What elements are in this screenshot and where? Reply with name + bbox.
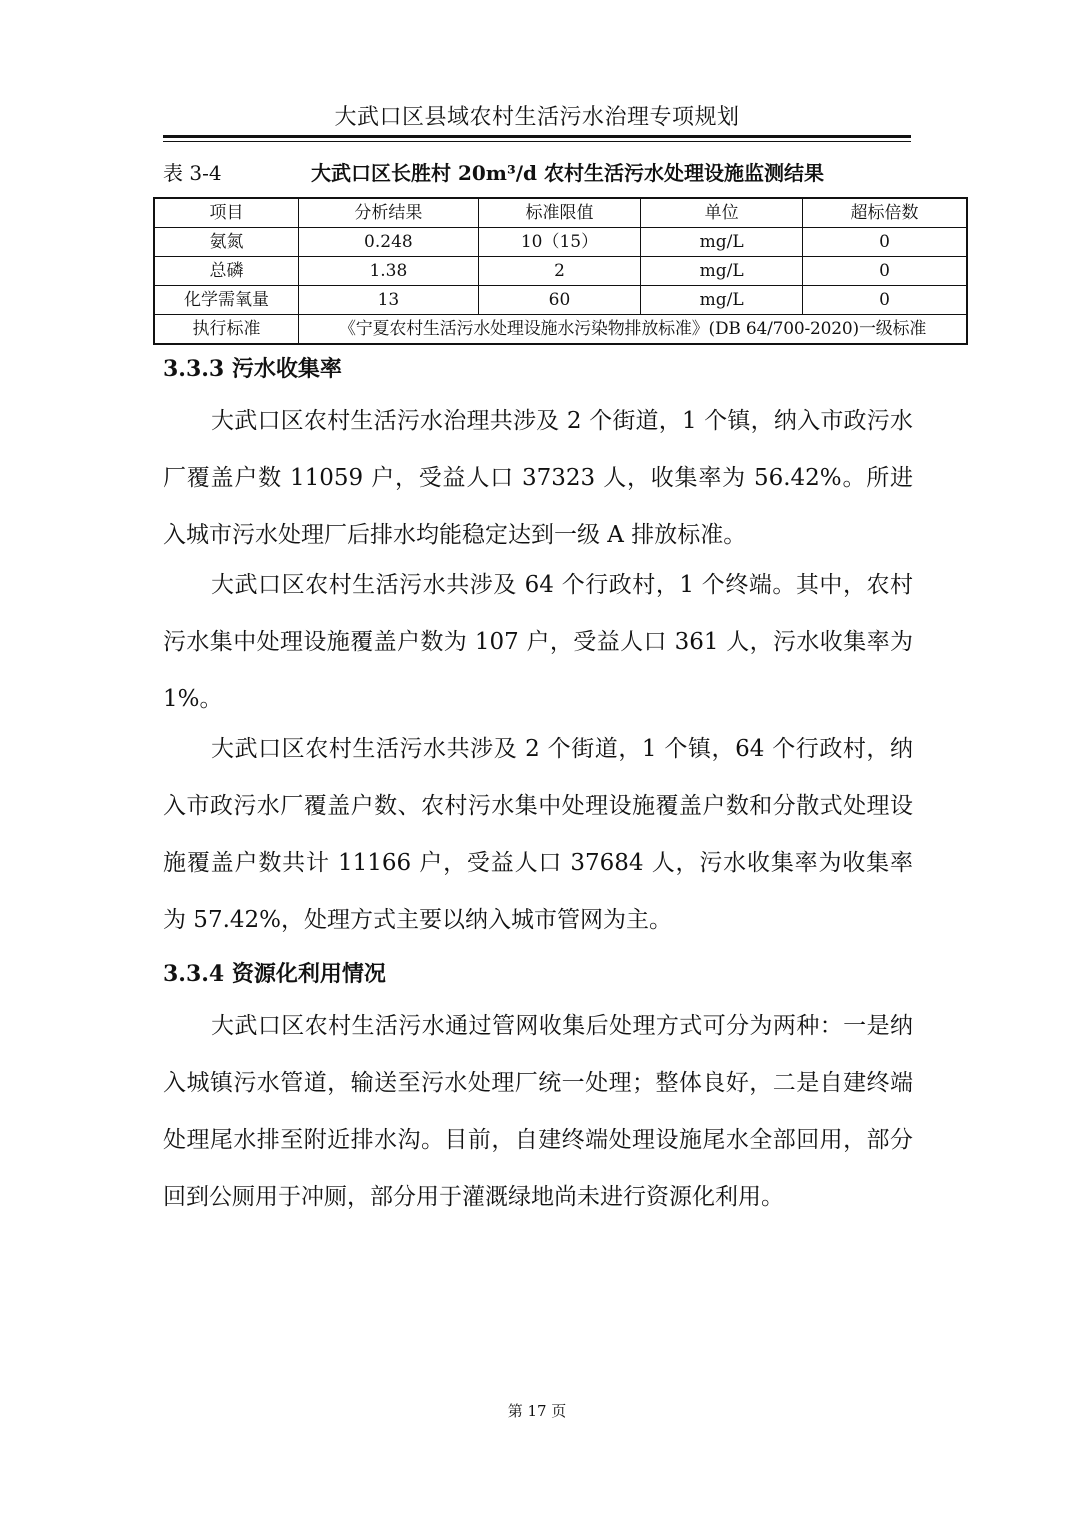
table-cell: 1.38 [299, 257, 479, 286]
table-cell: 氨氮 [154, 228, 299, 257]
table-cell: 0.248 [299, 228, 479, 257]
table-row [154, 228, 967, 257]
table-cell: 60 [478, 286, 641, 315]
standard-value-cell: 《宁夏农村生活污水处理设施水污染物排放标准》(DB 64/700-2020)一级标准 [299, 315, 967, 345]
table-cell: 13 [299, 286, 479, 315]
table-standard-row [154, 315, 967, 345]
table-header-cell: 项目 [154, 198, 299, 228]
table-cell: 0 [802, 228, 967, 257]
table-cell: mg/L [641, 286, 803, 315]
table-row [154, 257, 967, 286]
table-header-cell: 标准限值 [478, 198, 641, 228]
table-header-cell: 超标倍数 [802, 198, 967, 228]
table-caption [163, 155, 911, 185]
table-cell: 总磷 [154, 257, 299, 286]
paragraph: 大武口区农村生活污水治理共涉及 2 个街道，1 个镇，纳入市政污水厂覆盖户数 11059 户，受益人口 37323 人，收集率为 56.42%。所进入城市污水处理厂后排水均能稳定达到一级 A 排放标准。 [163, 408, 913, 548]
table-cell: 0 [802, 257, 967, 286]
header-rule-thin [163, 141, 911, 142]
table-caption-number: 表 3-4 [163, 161, 222, 185]
page-number: 第 17 页 [507, 1402, 567, 1420]
section-heading-3-3-3: 3.3.3 污水收集率 [163, 356, 342, 382]
paragraph: 大武口区农村生活污水共涉及 2 个街道，1 个镇，64 个行政村，纳入市政污水厂覆盖户数、农村污水集中处理设施覆盖户数和分散式处理设施覆盖户数共计 11166 户，受益人口 37684 人，污水收集率为收集率为 57.42%，处理方式主要以纳入城市管网为主。 [163, 736, 913, 933]
page-header-title: 大武口区县域农村生活污水治理专项规划 [334, 105, 740, 130]
standard-label-cell: 执行标准 [154, 315, 299, 345]
table-cell: 10（15） [478, 228, 641, 257]
paragraph: 大武口区农村生活污水共涉及 64 个行政村，1 个终端。其中，农村污水集中处理设施覆盖户数为 107 户，受益人口 361 人，污水收集率为 1%。 [163, 572, 913, 712]
section-heading-3-3-4: 3.3.4 资源化利用情况 [163, 961, 386, 987]
table-cell: 化学需氧量 [154, 286, 299, 315]
table-cell: 0 [802, 286, 967, 315]
table-caption-title: 大武口区长胜村 20m³/d 农村生活污水处理设施监测结果 [311, 161, 824, 185]
table-row [154, 286, 967, 315]
table-header-cell: 分析结果 [299, 198, 479, 228]
table-header-row [154, 198, 967, 228]
header-rule-thick [163, 135, 911, 138]
table-cell: mg/L [641, 257, 803, 286]
table-cell: mg/L [641, 228, 803, 257]
table-cell: 2 [478, 257, 641, 286]
table-header-cell: 单位 [641, 198, 803, 228]
paragraph: 大武口区农村生活污水通过管网收集后处理方式可分为两种：一是纳入城镇污水管道，输送至污水处理厂统一处理；整体良好，二是自建终端处理尾水排至附近排水沟。目前，自建终端处理设施尾水全部回用，部分回到公厕用于冲厕，部分用于灌溉绿地尚未进行资源化利用。 [163, 1013, 913, 1210]
monitoring-results-table [153, 197, 968, 345]
